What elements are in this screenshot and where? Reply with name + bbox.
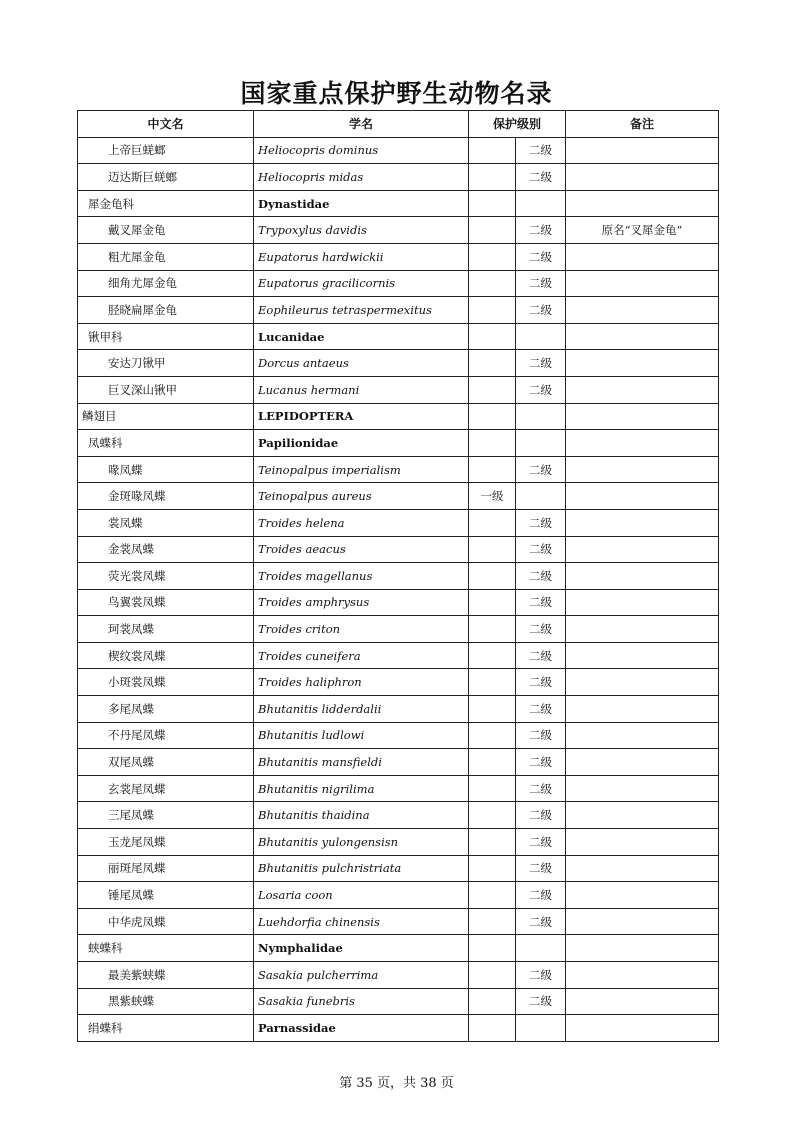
table-row: [78, 137, 719, 164]
table-row: [78, 802, 719, 829]
note-cell: [566, 164, 719, 191]
note-cell: [566, 190, 719, 217]
table-row: [78, 350, 719, 377]
chinese-name-cell: 中华虎凤蝶: [78, 908, 254, 935]
table-row: [78, 988, 719, 1015]
table-row: [78, 642, 719, 669]
page-title: 国家重点保护野生动物名录: [240, 79, 553, 108]
chinese-name-cell: 金裳凤蝶: [78, 536, 254, 563]
note-cell: [566, 908, 719, 935]
note-cell: [566, 696, 719, 723]
chinese-name-cell: 小斑裳凤蝶: [78, 669, 254, 696]
chinese-name-cell: 巨叉深山锹甲: [78, 376, 254, 403]
chinese-name-cell: 绢蝶科: [78, 1015, 254, 1042]
class-one-cell: [469, 855, 516, 882]
class-two-cell: 二级: [516, 297, 566, 324]
class-two-cell: 二级: [516, 217, 566, 244]
class-two-cell: [516, 403, 566, 430]
scientific-name-cell: Nymphalidae: [254, 935, 469, 962]
class-one-cell: [469, 164, 516, 191]
class-one-cell: [469, 350, 516, 377]
class-one-cell: [469, 563, 516, 590]
chinese-name-cell: 戴叉犀金龟: [78, 217, 254, 244]
table-row: [78, 376, 719, 403]
page-footer: 第 35 页，共 38 页: [339, 1076, 454, 1091]
note-cell: [566, 456, 719, 483]
chinese-name-cell: 迈达斯巨蜣螂: [78, 164, 254, 191]
chinese-name-cell: 锤尾凤蝶: [78, 882, 254, 909]
class-one-cell: [469, 323, 516, 350]
scientific-name-cell: Lucanidae: [254, 323, 469, 350]
scientific-name-cell: Eophileurus tetraspermexitus: [254, 297, 469, 324]
chinese-name-cell: 玄裳尾凤蝶: [78, 775, 254, 802]
note-cell: [566, 350, 719, 377]
class-one-cell: [469, 988, 516, 1015]
class-two-cell: [516, 430, 566, 457]
class-two-cell: 二级: [516, 376, 566, 403]
table-row: [78, 962, 719, 989]
chinese-name-cell: 凤蝶科: [78, 430, 254, 457]
note-cell: [566, 430, 719, 457]
chinese-name-cell: 荧光裳凤蝶: [78, 563, 254, 590]
class-one-cell: [469, 536, 516, 563]
chinese-name-cell: 鳞翅目: [78, 403, 254, 430]
scientific-name-cell: Troides cuneifera: [254, 642, 469, 669]
note-cell: [566, 882, 719, 909]
class-one-cell: [469, 243, 516, 270]
note-cell: [566, 323, 719, 350]
note-cell: [566, 509, 719, 536]
table-row: [78, 882, 719, 909]
scientific-name-cell: Bhutanitis yulongensisn: [254, 829, 469, 856]
scientific-name-cell: Papilionidae: [254, 430, 469, 457]
class-two-cell: 二级: [516, 589, 566, 616]
class-two-cell: 二级: [516, 137, 566, 164]
class-two-cell: 二级: [516, 749, 566, 776]
scientific-name-cell: Sasakia funebris: [254, 988, 469, 1015]
class-one-cell: [469, 509, 516, 536]
table-row: [78, 243, 719, 270]
class-one-cell: [469, 908, 516, 935]
class-one-cell: [469, 1015, 516, 1042]
class-two-cell: 二级: [516, 164, 566, 191]
note-cell: [566, 616, 719, 643]
table-row: [78, 536, 719, 563]
note-cell: [566, 270, 719, 297]
class-one-cell: [469, 775, 516, 802]
chinese-name-cell: 胫晓扁犀金龟: [78, 297, 254, 324]
class-one-cell: [469, 642, 516, 669]
class-two-cell: 二级: [516, 270, 566, 297]
table-row: [78, 1015, 719, 1042]
note-cell: [566, 855, 719, 882]
header-chinese-name: 中文名: [78, 111, 254, 138]
class-two-cell: 二级: [516, 509, 566, 536]
class-one-cell: [469, 430, 516, 457]
table-row: [78, 270, 719, 297]
chinese-name-cell: 喙凤蝶: [78, 456, 254, 483]
table-row: [78, 483, 719, 510]
class-one-cell: [469, 297, 516, 324]
table-row: [78, 217, 719, 244]
note-cell: [566, 403, 719, 430]
table-row: [78, 722, 719, 749]
table-row: [78, 696, 719, 723]
scientific-name-cell: Trypoxylus davidis: [254, 217, 469, 244]
table-row: [78, 456, 719, 483]
scientific-name-cell: Dorcus antaeus: [254, 350, 469, 377]
scientific-name-cell: Sasakia pulcherrima: [254, 962, 469, 989]
chinese-name-cell: 金斑喙凤蝶: [78, 483, 254, 510]
class-two-cell: 二级: [516, 829, 566, 856]
note-cell: [566, 669, 719, 696]
table-row: [78, 829, 719, 856]
species-table: [77, 110, 719, 1042]
scientific-name-cell: Troides amphrysus: [254, 589, 469, 616]
scientific-name-cell: Lucanus hermani: [254, 376, 469, 403]
scientific-name-cell: Troides aeacus: [254, 536, 469, 563]
chinese-name-cell: 裳凤蝶: [78, 509, 254, 536]
table-row: [78, 430, 719, 457]
chinese-name-cell: 最美紫蛱蝶: [78, 962, 254, 989]
note-cell: [566, 563, 719, 590]
scientific-name-cell: Bhutanitis thaidina: [254, 802, 469, 829]
table-row: [78, 775, 719, 802]
class-one-cell: [469, 217, 516, 244]
scientific-name-cell: Bhutanitis pulchristriata: [254, 855, 469, 882]
table-row: [78, 403, 719, 430]
scientific-name-cell: Bhutanitis mansfieldi: [254, 749, 469, 776]
chinese-name-cell: 粗尤犀金龟: [78, 243, 254, 270]
class-one-cell: [469, 616, 516, 643]
note-cell: [566, 775, 719, 802]
table-row: [78, 297, 719, 324]
scientific-name-cell: LEPIDOPTERA: [254, 403, 469, 430]
class-one-cell: [469, 829, 516, 856]
table-row: [78, 509, 719, 536]
note-cell: [566, 536, 719, 563]
scientific-name-cell: Eupatorus hardwickii: [254, 243, 469, 270]
note-cell: [566, 243, 719, 270]
class-two-cell: 二级: [516, 243, 566, 270]
class-one-cell: [469, 882, 516, 909]
class-one-cell: [469, 270, 516, 297]
class-two-cell: 二级: [516, 642, 566, 669]
chinese-name-cell: 黑紫蛱蝶: [78, 988, 254, 1015]
class-one-cell: [469, 722, 516, 749]
class-two-cell: 二级: [516, 536, 566, 563]
chinese-name-cell: 鸟翼裳凤蝶: [78, 589, 254, 616]
class-two-cell: 二级: [516, 855, 566, 882]
table-row: [78, 669, 719, 696]
scientific-name-cell: Heliocopris dominus: [254, 137, 469, 164]
chinese-name-cell: 丽斑尾凤蝶: [78, 855, 254, 882]
class-two-cell: 二级: [516, 962, 566, 989]
class-two-cell: 二级: [516, 802, 566, 829]
chinese-name-cell: 上帝巨蜣螂: [78, 137, 254, 164]
scientific-name-cell: Teinopalpus imperialism: [254, 456, 469, 483]
class-two-cell: 二级: [516, 908, 566, 935]
scientific-name-cell: Troides helena: [254, 509, 469, 536]
class-two-cell: 二级: [516, 696, 566, 723]
scientific-name-cell: Troides criton: [254, 616, 469, 643]
class-one-cell: [469, 403, 516, 430]
class-one-cell: [469, 802, 516, 829]
note-cell: [566, 829, 719, 856]
class-two-cell: 二级: [516, 988, 566, 1015]
class-one-cell: [469, 137, 516, 164]
class-two-cell: 二级: [516, 563, 566, 590]
class-two-cell: 二级: [516, 350, 566, 377]
note-cell: [566, 137, 719, 164]
scientific-name-cell: Parnassidae: [254, 1015, 469, 1042]
class-one-cell: [469, 962, 516, 989]
scientific-name-cell: Troides magellanus: [254, 563, 469, 590]
table-body: [78, 137, 719, 1041]
chinese-name-cell: 蛱蝶科: [78, 935, 254, 962]
chinese-name-cell: 锹甲科: [78, 323, 254, 350]
scientific-name-cell: Bhutanitis nigrilima: [254, 775, 469, 802]
note-cell: [566, 483, 719, 510]
table-row: [78, 323, 719, 350]
chinese-name-cell: 三尾凤蝶: [78, 802, 254, 829]
chinese-name-cell: 不丹尾凤蝶: [78, 722, 254, 749]
chinese-name-cell: 珂裳凤蝶: [78, 616, 254, 643]
header-scientific-name: 学名: [254, 111, 469, 138]
chinese-name-cell: 犀金龟科: [78, 190, 254, 217]
note-cell: [566, 802, 719, 829]
table-row: [78, 164, 719, 191]
note-cell: [566, 376, 719, 403]
class-two-cell: [516, 935, 566, 962]
class-two-cell: [516, 323, 566, 350]
table-row: [78, 855, 719, 882]
scientific-name-cell: Bhutanitis lidderdalii: [254, 696, 469, 723]
class-two-cell: 二级: [516, 669, 566, 696]
table-row: [78, 190, 719, 217]
scientific-name-cell: Dynastidae: [254, 190, 469, 217]
class-two-cell: 二级: [516, 882, 566, 909]
note-cell: [566, 722, 719, 749]
note-cell: 原名“叉犀金龟”: [566, 217, 719, 244]
scientific-name-cell: Bhutanitis ludlowi: [254, 722, 469, 749]
note-cell: [566, 589, 719, 616]
scientific-name-cell: Teinopalpus aureus: [254, 483, 469, 510]
table-row: [78, 908, 719, 935]
table-row: [78, 935, 719, 962]
note-cell: [566, 1015, 719, 1042]
class-two-cell: [516, 483, 566, 510]
class-one-cell: [469, 589, 516, 616]
scientific-name-cell: Losaria coon: [254, 882, 469, 909]
class-one-cell: [469, 456, 516, 483]
class-one-cell: [469, 190, 516, 217]
class-one-cell: 一级: [469, 483, 516, 510]
note-cell: [566, 642, 719, 669]
class-one-cell: [469, 935, 516, 962]
class-two-cell: 二级: [516, 722, 566, 749]
header-note: 备注: [566, 111, 719, 138]
chinese-name-cell: 安达刀锹甲: [78, 350, 254, 377]
table-header-row: [78, 111, 719, 138]
note-cell: [566, 749, 719, 776]
class-two-cell: [516, 1015, 566, 1042]
class-two-cell: 二级: [516, 456, 566, 483]
chinese-name-cell: 双尾凤蝶: [78, 749, 254, 776]
class-one-cell: [469, 749, 516, 776]
chinese-name-cell: 细角尤犀金龟: [78, 270, 254, 297]
chinese-name-cell: 玉龙尾凤蝶: [78, 829, 254, 856]
scientific-name-cell: Eupatorus gracilicornis: [254, 270, 469, 297]
class-two-cell: [516, 190, 566, 217]
note-cell: [566, 962, 719, 989]
header-protection-level: 保护级别: [469, 111, 566, 138]
note-cell: [566, 297, 719, 324]
table-row: [78, 589, 719, 616]
table-row: [78, 749, 719, 776]
class-one-cell: [469, 696, 516, 723]
note-cell: [566, 988, 719, 1015]
table-row: [78, 563, 719, 590]
scientific-name-cell: Troides haliphron: [254, 669, 469, 696]
class-one-cell: [469, 669, 516, 696]
chinese-name-cell: 楔纹裳凤蝶: [78, 642, 254, 669]
class-two-cell: 二级: [516, 775, 566, 802]
class-two-cell: 二级: [516, 616, 566, 643]
class-one-cell: [469, 376, 516, 403]
table-row: [78, 616, 719, 643]
scientific-name-cell: Luehdorfia chinensis: [254, 908, 469, 935]
chinese-name-cell: 多尾凤蝶: [78, 696, 254, 723]
note-cell: [566, 935, 719, 962]
scientific-name-cell: Heliocopris midas: [254, 164, 469, 191]
